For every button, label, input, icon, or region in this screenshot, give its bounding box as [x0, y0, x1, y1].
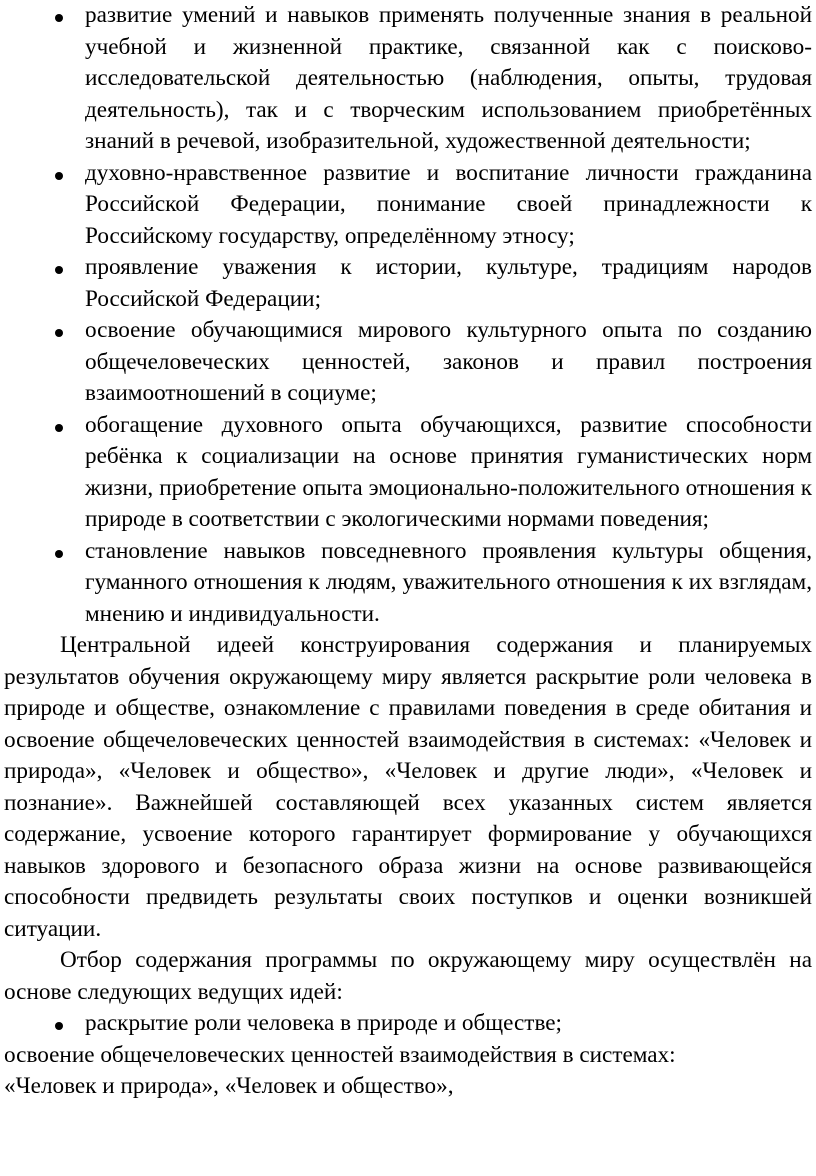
- values-line: освоение общечеловеческих ценностей взаимодействия в системах:: [4, 1041, 676, 1068]
- list-item-text: развитие умений и навыков применять полученные знания в реальной учебной и жизненной практике, связанной как с поисково-исследовательской деятельностью (наблюдения, опыты, трудовая деятельность), так и с творческим использованием приобретённых знаний в речевой, изобразительной, художественной деятельности;: [85, 2, 812, 154]
- central-idea-paragraph: Центральной идеей конструирования содержания и планируемых результатов обучения окружающему миру является раскрытие роли человека в природе и обществе, ознакомление с правилами поведения в среде обитания и освоение общечеловеческих ценностей взаимодействия в системах: «Человек и природа», «Человек и общество», «Человек и другие люди», «Человек и познание». Важнейшей составляющей всех указанных систем является содержание, усвоение которого гарантирует формирование у обучающихся навыков здорового и безопасного образа жизни на основе развивающейся способности предвидеть результаты своих поступков и оценки возникшей ситуации.: [4, 632, 812, 942]
- list-item: [4, 536, 812, 631]
- list-item-text: обогащение духовного опыта обучающихся, развитие способности ребёнка к социализации на основе принятия гуманистических норм жизни, приобретение опыта эмоционально-положительного отношения к природе в соответствии с экологическими нормами поведения;: [85, 411, 812, 532]
- list-item: [4, 0, 812, 158]
- list-item-text: проявление уважения к истории, культуре, традициям народов Российской Федерации;: [85, 254, 812, 312]
- list-item: [4, 410, 812, 536]
- list-item: [4, 1008, 812, 1040]
- content-selection-paragraph: Отбор содержания программы по окружающему миру осуществлён на основе следующих ведущих идей:: [4, 947, 812, 1005]
- bullet-icon: [55, 1022, 63, 1030]
- systems-line: «Человек и природа», «Человек и общество»,: [4, 1073, 454, 1099]
- list-item: [4, 158, 812, 253]
- bullet-icon: [55, 550, 63, 558]
- goals-list: [4, 0, 812, 630]
- list-item: [4, 252, 812, 315]
- list-item-text: становление навыков повседневного проявления культуры общения, гуманного отношения к людям, уважительного отношения к их взглядам, мнению и индивидуальности.: [85, 537, 812, 627]
- list-item-text: раскрытие роли человека в природе и обществе;: [85, 1010, 562, 1036]
- bullet-icon: [55, 424, 63, 432]
- leading-ideas-list: [4, 1008, 812, 1040]
- bullet-icon: [55, 329, 63, 337]
- list-item: [4, 315, 812, 410]
- bullet-icon: [55, 172, 63, 180]
- list-item-text: духовно-нравственное развитие и воспитание личности гражданина Российской Федерации, понимание своей принадлежности к Российскому государству, определённому этносу;: [85, 159, 812, 249]
- bullet-icon: [55, 14, 63, 22]
- bullet-icon: [55, 266, 63, 274]
- list-item-text: освоение обучающимися мирового культурного опыта по созданию общечеловеческих ценностей, законов и правил построения взаимоотношений в социуме;: [85, 317, 812, 406]
